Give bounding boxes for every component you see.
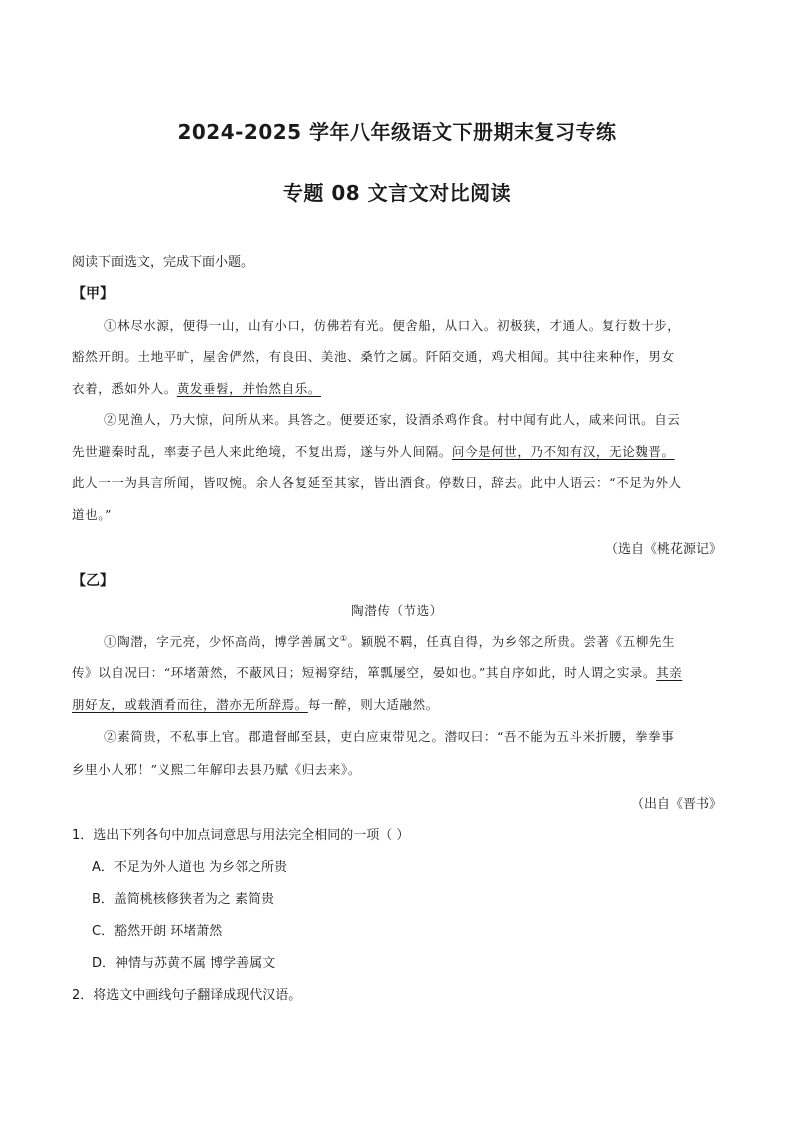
question-1-option-b: B．盖简桃核修狭者为之 素简贵 <box>92 892 275 907</box>
jia-p1-line1: ①林尽水源，便得一山，山有小口，仿佛若有光。便舍船，从口入。初极狭，才通人。复行数十步， <box>104 318 681 333</box>
jia-p2-line2 <box>72 442 722 460</box>
question-2: 2．将选文中画线句子翻译成现代汉语。 <box>72 988 302 1003</box>
yi-heading: 陶潜传（节选） <box>351 603 443 618</box>
question-1: 1．选出下列各句中加点词意思与用法完全相同的一项（ ） <box>72 828 410 843</box>
jia-p1-line3-text: 衣着，悉如外人。 <box>72 381 177 396</box>
yi-p1-line3 <box>72 695 722 713</box>
page-title: 2024-2025 学年八年级语文下册期末复习专练 <box>177 120 617 144</box>
jia-p1-line3 <box>72 379 722 397</box>
jia-p2-line3: 此人一一为具言所闻，皆叹惋。余人各复延至其家，皆出酒食。停数日，辞去。此中人语云：“不足为外人 <box>72 475 682 490</box>
underlined-sentence: 问今是何世，乃不知有汉，无论魏晋。 <box>451 444 675 459</box>
page-subtitle: 专题 08 文言文对比阅读 <box>282 181 512 205</box>
underlined-sentence: 其亲 <box>656 665 683 680</box>
intro-text: 阅读下面选文，完成下面小题。 <box>72 255 255 270</box>
question-1-option-d: D．神情与苏黄不属 博学善属文 <box>92 956 276 971</box>
yi-p1-line2 <box>72 663 722 681</box>
section-label-yi: 【乙】 <box>72 573 114 589</box>
yi-p1-line1 <box>104 632 754 650</box>
underlined-sentence: 朋好友，或载酒肴而往，潜亦无所辞焉。 <box>72 697 308 712</box>
yi-source: （出自《晋书》 <box>630 797 722 812</box>
yi-p1-line1-text-a: ①陶潜，字元亮，少怀高尚，博学善属文 <box>104 634 340 649</box>
yi-p1-line2-text: 传》以自况曰：“环堵萧然，不蔽风日；短褐穿结，箪瓢屡空，晏如也。”其自序如此，时人谓之实录。 <box>72 665 657 680</box>
yi-p1-line1-text-b: 。颖脱不羁，任真自得，为乡邻之所贵。尝著《五柳先生 <box>347 634 676 649</box>
yi-p2-line2: 乡里小人邪！”义熙二年解印去县乃赋《归去来》。 <box>72 762 361 777</box>
section-label-jia: 【甲】 <box>72 286 114 302</box>
jia-p2-line2-text: 先世避秦时乱，率妻子邑人来此绝境，不复出焉，遂与外人间隔。 <box>72 444 452 459</box>
yi-p1-line3-text: 每一醉，则大适融然。 <box>307 697 439 712</box>
jia-p1-line2: 豁然开朗。土地平旷，屋舍俨然，有良田、美池、桑竹之属。阡陌交通，鸡犬相闻。其中往来种作，男女 <box>72 349 675 364</box>
question-1-option-a: A．不足为外人道也 为乡邻之所贵 <box>92 860 288 875</box>
underlined-sentence: 黄发垂髫，并怡然自乐。 <box>176 381 321 396</box>
question-1-option-c: C．豁然开朗 环堵萧然 <box>92 924 223 939</box>
footnote-marker: ① <box>339 633 348 643</box>
yi-p2-line1: ②素简贵，不私事上官。郡遣督邮至县，吏白应束带见之。潜叹曰：“吾不能为五斗米折腰，拳拳事 <box>104 729 675 744</box>
jia-p2-line1: ②见渔人，乃大惊，问所从来。具答之。便要还家，设酒杀鸡作食。村中闻有此人，咸来问讯。自云 <box>104 412 681 427</box>
jia-p2-line4: 道也。” <box>72 507 113 522</box>
jia-source: （选自《桃花源记》 <box>604 542 722 557</box>
